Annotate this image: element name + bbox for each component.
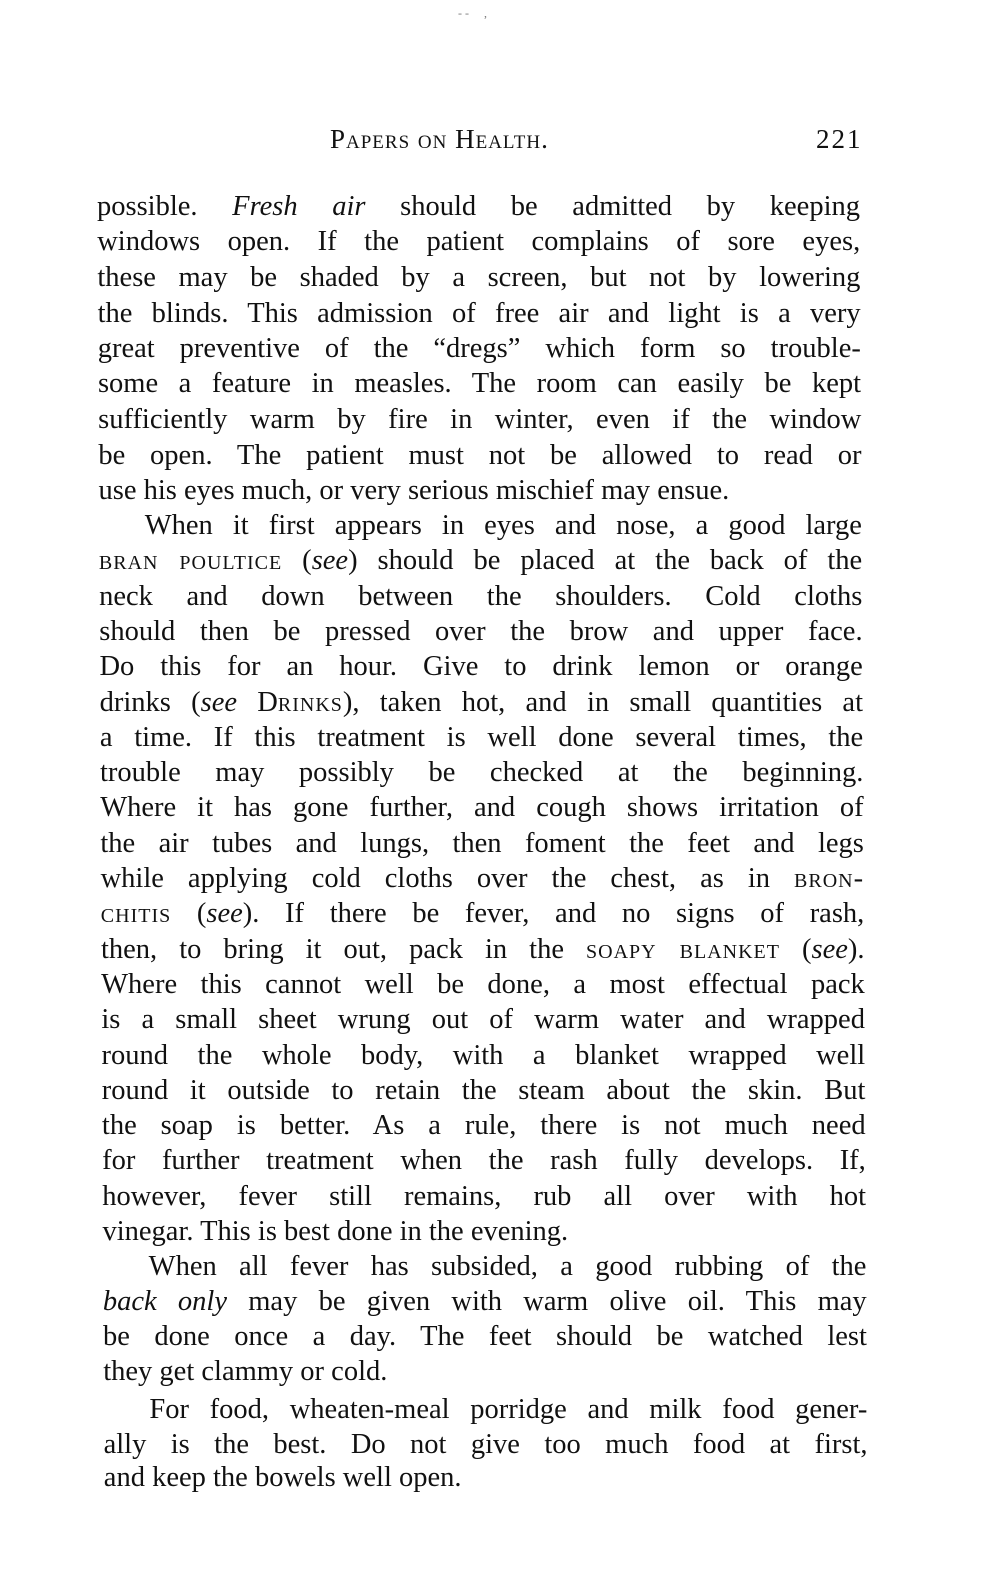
text-line: [104, 1427, 868, 1463]
text-line: [103, 1354, 867, 1390]
text-line: [149, 1392, 867, 1428]
text-run: ).: [847, 933, 865, 965]
text-line: [102, 1214, 866, 1250]
text-line: [102, 1073, 866, 1109]
text-line: [99, 473, 862, 509]
text-line: [98, 331, 861, 367]
text-run: for further treatment when the rash fully develops. If,: [102, 1145, 866, 1177]
text-run: round it outside to retain the steam about the skin. But: [101, 1074, 866, 1106]
text-run: however, fever still remains, rub all over with hot: [102, 1180, 867, 1212]
text-line: [145, 508, 862, 544]
text-run: while applying cold cloths over the chest, as in: [100, 863, 795, 894]
text-run: (: [171, 898, 207, 930]
text-line: [100, 826, 863, 862]
text-run: For food, wheaten-meal porridge and milk food gener-: [149, 1394, 868, 1425]
text-line: [99, 614, 862, 650]
text-line: [104, 1460, 868, 1496]
text-run: then, to bring it out, pack in the: [100, 933, 587, 965]
text-run: be done once a day. The feet should be watched lest: [103, 1321, 867, 1352]
text-run: be open. The patient must not be allowed to read or: [98, 440, 862, 471]
text-run: should be admitted by keeping: [365, 191, 860, 222]
text-run: (: [779, 933, 812, 965]
text-run: the blinds. This admission of free air and light is a very: [97, 298, 861, 329]
text-run: these may be shaded by a screen, but not by lowering: [97, 262, 861, 293]
italic-text: see: [311, 545, 349, 577]
text-line: [101, 861, 865, 897]
text-run: Where this cannot well be done, a most effectual pack: [101, 968, 865, 1000]
text-line: [102, 1143, 866, 1179]
text-line: [99, 649, 862, 685]
text-line: [101, 932, 865, 968]
text-line: [102, 1179, 866, 1215]
text-run: ally is the best. Do not give too much food at first,: [103, 1429, 868, 1460]
text-run: sufficiently warm by fire in winter, even if the window: [98, 404, 862, 435]
text-run: Where it has gone further, and cough shows irritation of: [100, 792, 864, 824]
text-line: [103, 1319, 867, 1355]
italic-text: see: [200, 686, 238, 718]
text-run: a time. If this treatment is well done several times, the: [99, 721, 864, 753]
text-line: [97, 189, 860, 225]
text-run: windows open. If the patient complains of sore eyes,: [97, 226, 861, 257]
text-line: [100, 790, 863, 826]
text-run: (: [282, 545, 312, 577]
text-run: When all fever has subsided, a good rubbing of the: [148, 1251, 867, 1282]
scan-mark: - - ,: [458, 6, 487, 20]
text-run: ), taken hot, and in small quantities at: [342, 686, 863, 718]
text-run: use his eyes much, or very serious mischief may ensue.: [98, 475, 730, 506]
text-run: may be given with warm olive oil. This may: [227, 1286, 867, 1317]
small-caps-text: soapy blanket: [586, 933, 780, 965]
text-line: [101, 1002, 865, 1038]
text-line: [99, 579, 862, 615]
text-line: [103, 1284, 867, 1320]
text-line: [101, 896, 865, 932]
italic-text: Fresh air: [232, 191, 366, 222]
text-line: [149, 1249, 867, 1285]
text-run: trouble may possibly be checked at the beginning.: [100, 757, 864, 789]
text-line: [102, 1108, 866, 1144]
small-caps-text: bron-: [794, 863, 865, 894]
text-line: [97, 260, 860, 296]
small-caps-text: rinks: [277, 686, 343, 718]
text-run: ) should be placed at the back of the: [348, 545, 863, 577]
running-head: Papers on Health.: [330, 124, 549, 154]
text-line: [102, 1038, 866, 1074]
text-run: D: [237, 686, 278, 718]
text-run: should then be pressed over the brow and upper face.: [99, 615, 863, 647]
text-line: [98, 402, 861, 438]
text-line: [100, 755, 863, 791]
text-run: and keep the bowels well open.: [103, 1462, 462, 1493]
italic-text: see: [206, 898, 243, 930]
italic-text: see: [811, 933, 848, 965]
text-run: ). If there be fever, and no signs of rash,: [242, 898, 865, 930]
text-line: [98, 296, 861, 332]
small-caps-text: chitis: [100, 898, 172, 930]
text-run: possible.: [97, 191, 233, 222]
text-run: round the whole body, with a blanket wrapped well: [101, 1039, 866, 1071]
italic-text: back only: [102, 1286, 227, 1317]
text-run: is a small sheet wrung out of warm water and wrapped: [101, 1004, 865, 1036]
text-line: [100, 685, 863, 721]
text-run: the air tubes and lungs, then foment the feet and legs: [100, 827, 864, 859]
text-run: the soap is better. As a rule, there is not much need: [101, 1110, 866, 1142]
text-run: great preventive of the “dregs” which form so trouble-: [97, 333, 861, 364]
text-run: When it first appears in eyes and nose, a good large: [144, 510, 862, 541]
page-number: 221: [816, 124, 863, 154]
text-line: [98, 438, 861, 474]
text-line: [100, 720, 863, 756]
small-caps-text: bran poultice: [98, 545, 283, 577]
text-run: some a feature in measles. The room can easily be kept: [97, 368, 862, 399]
text-line: [97, 224, 860, 260]
text-run: they get clammy or cold.: [103, 1356, 388, 1387]
text-run: Do this for an hour. Give to drink lemon or orange: [99, 651, 863, 683]
text-line: [98, 366, 861, 402]
text-run: drinks (: [99, 686, 201, 718]
text-line: [99, 543, 862, 579]
text-run: neck and down between the shoulders. Cold cloths: [99, 580, 863, 612]
text-run: vinegar. This is best done in the evening.: [102, 1216, 569, 1247]
text-line: [101, 967, 865, 1003]
